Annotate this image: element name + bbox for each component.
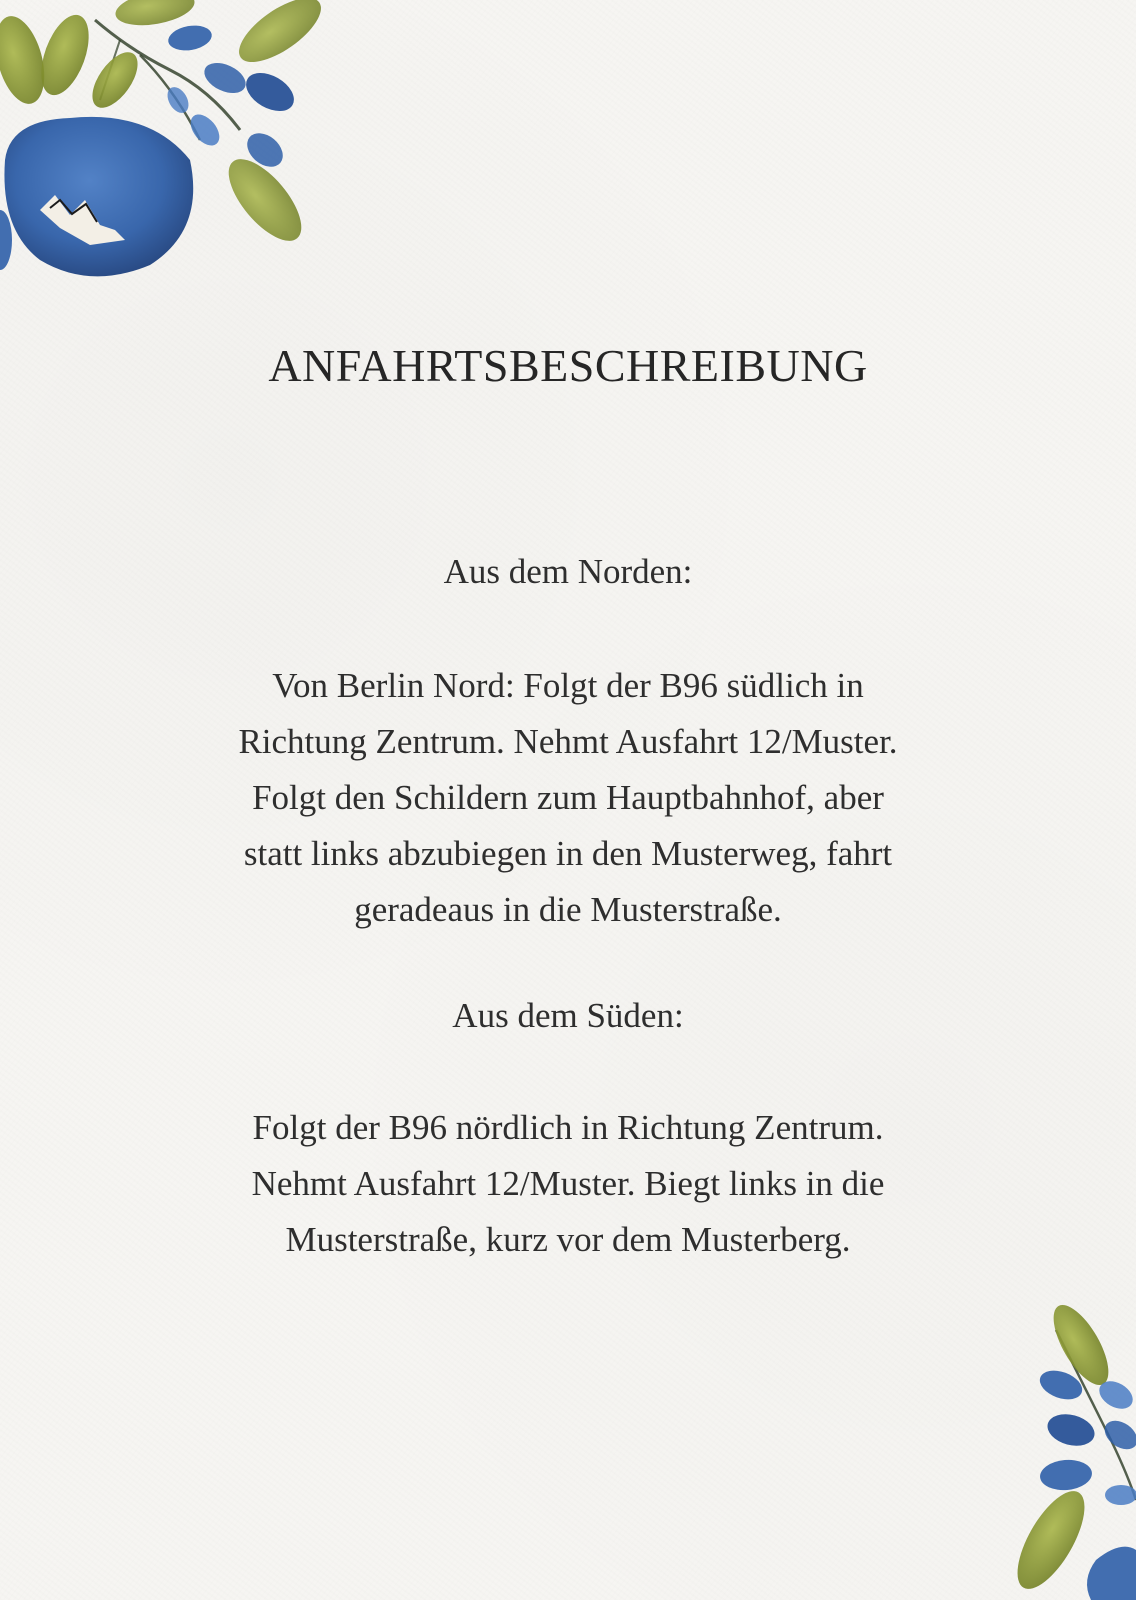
section-heading-north: Aus dem Norden: [443,552,693,591]
section-text-north: Von Berlin Nord: Folgt der B96 südlich in Richtung Zentrum. Nehmt Ausfahrt 12/Muster. Folgt den Schildern zum Hauptbahnhof, aber statt links abzubiegen in den Musterweg, fahrt geradeaus in die Musterstraße. [238,666,898,929]
section-text-south: Folgt der B96 nördlich in Richtung Zentrum. Nehmt Ausfahrt 12/Muster. Biegt links in die Musterstraße, kurz vor dem Musterberg. [251,1108,885,1259]
section-heading-south: Aus dem Süden: [452,996,684,1035]
page-title: ANFAHRTSBESCHREIBUNG [268,340,868,391]
floral-corner-bottom-right [996,1300,1136,1600]
floral-corner-top-left [0,0,330,290]
